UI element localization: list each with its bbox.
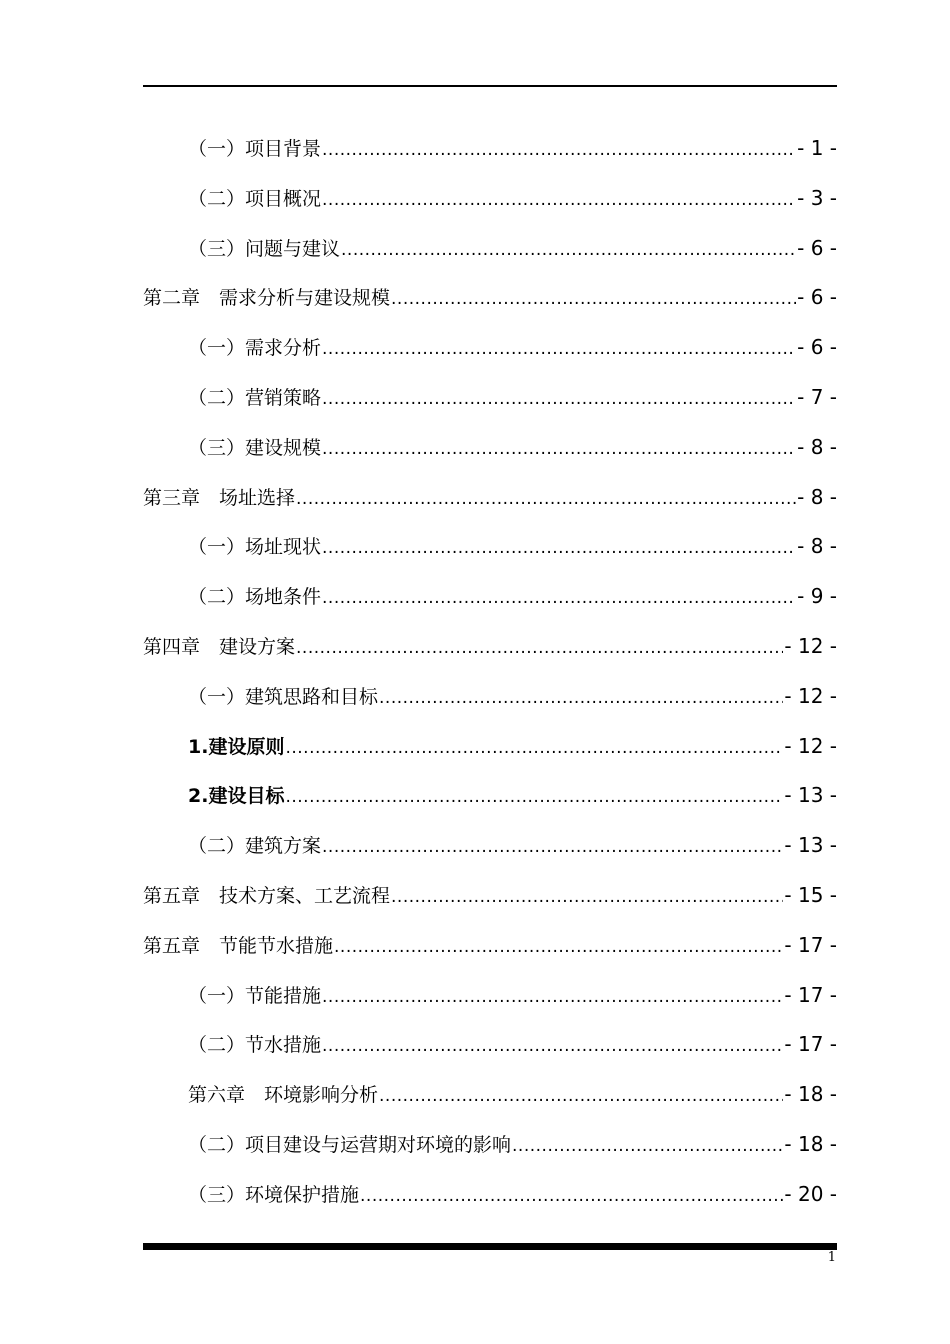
toc-entry[interactable] — [143, 1120, 837, 1170]
toc-entry-title: （三）问题与建议 — [188, 237, 341, 260]
toc-entry[interactable] — [143, 423, 837, 473]
toc-entry-title: （一）节能措施 — [188, 984, 322, 1007]
toc-entry-page: - 8 - — [797, 484, 837, 509]
toc-entry[interactable] — [143, 672, 837, 722]
toc-entry[interactable] — [143, 124, 837, 174]
toc-entry-title: （一）建筑思路和目标 — [188, 685, 379, 708]
header-rule — [143, 85, 837, 87]
toc-entry-title: （三）环境保护措施 — [188, 1183, 360, 1206]
toc-entry[interactable] — [143, 572, 837, 622]
toc-dot-leader — [391, 873, 783, 923]
toc-dot-leader — [322, 1022, 783, 1072]
toc-dot-leader — [391, 275, 796, 325]
toc-entry-title: 1.建设原则 — [188, 735, 285, 758]
toc-entry-page: - 6 - — [797, 235, 837, 260]
toc-entry-page: - 12 - — [784, 683, 837, 708]
toc-dot-leader — [285, 773, 783, 823]
toc-entry-subsection[interactable] — [143, 771, 837, 821]
toc-dot-leader — [322, 375, 796, 425]
toc-entry-title: （二）项目建设与运营期对环境的影响 — [188, 1133, 512, 1156]
toc-entry-page: - 3 - — [797, 185, 837, 210]
toc-entry[interactable] — [143, 1020, 837, 1070]
toc-dot-leader — [322, 524, 796, 574]
toc-entry-page: - 13 - — [784, 833, 837, 858]
toc-entry-chapter[interactable] — [143, 871, 837, 921]
toc-entry-chapter[interactable] — [143, 273, 837, 323]
toc-entry-page: - 8 - — [797, 534, 837, 559]
toc-entry-page: - 6 - — [797, 335, 837, 360]
toc-dot-leader — [360, 1172, 783, 1222]
toc-entry-page: - 17 - — [784, 1032, 837, 1057]
toc-dot-leader — [379, 674, 783, 724]
toc-entry-page: - 6 - — [797, 285, 837, 310]
toc-dot-leader — [322, 126, 796, 176]
toc-entry[interactable] — [143, 1170, 837, 1220]
toc-dot-leader — [512, 1122, 783, 1172]
toc-dot-leader — [296, 624, 783, 674]
toc-entry[interactable] — [143, 373, 837, 423]
toc-entry-page: - 12 - — [784, 733, 837, 758]
toc-entry-chapter[interactable] — [143, 921, 837, 971]
toc-entry[interactable] — [143, 174, 837, 224]
toc-entry-page: - 17 - — [784, 982, 837, 1007]
toc-entry-chapter[interactable] — [143, 622, 837, 672]
toc-entry-page: - 18 - — [784, 1082, 837, 1107]
toc-dot-leader — [341, 226, 796, 276]
toc-entry-title: （一）需求分析 — [188, 337, 322, 360]
table-of-contents — [143, 124, 837, 1220]
toc-entry-title: （一）项目背景 — [188, 138, 322, 160]
toc-entry-chapter[interactable] — [143, 1070, 837, 1120]
toc-entry-page: - 9 - — [797, 584, 837, 609]
toc-entry[interactable] — [143, 522, 837, 572]
toc-entry-title: （二）营销策略 — [188, 386, 322, 409]
toc-entry-page: - 18 - — [784, 1131, 837, 1156]
footer-rule — [143, 1243, 837, 1250]
toc-entry-page: - 17 - — [784, 932, 837, 957]
toc-entry-title: （二）建筑方案 — [188, 835, 322, 858]
page-number: 1 — [827, 1250, 836, 1265]
toc-dot-leader — [334, 923, 783, 973]
toc-entry-page: - 7 - — [797, 384, 837, 409]
toc-dot-leader — [322, 425, 796, 475]
toc-entry-title: 第四章 建设方案 — [143, 635, 296, 658]
toc-entry-page: - 13 - — [784, 783, 837, 808]
toc-dot-leader — [322, 574, 796, 624]
toc-dot-leader — [379, 1072, 783, 1122]
toc-entry-page: - 1 - — [797, 136, 837, 160]
toc-dot-leader — [322, 325, 796, 375]
toc-entry-title: （二）项目概况 — [188, 187, 322, 210]
toc-dot-leader — [322, 176, 796, 226]
toc-entry-title: （三）建设规模 — [188, 436, 322, 459]
toc-dot-leader — [285, 724, 783, 774]
toc-entry-page: - 8 - — [797, 434, 837, 459]
toc-entry-title: （一）场址现状 — [188, 536, 322, 559]
toc-entry[interactable] — [143, 323, 837, 373]
toc-entry-title: 第五章 技术方案、工艺流程 — [143, 884, 391, 907]
toc-entry-page: - 15 - — [784, 882, 837, 907]
toc-entry-title: 第六章 环境影响分析 — [188, 1084, 379, 1107]
toc-dot-leader — [322, 823, 783, 873]
toc-entry-title: 第五章 节能节水措施 — [143, 934, 334, 957]
toc-entry-title: 2.建设目标 — [188, 785, 285, 808]
toc-entry[interactable] — [143, 821, 837, 871]
toc-entry-chapter[interactable] — [143, 473, 837, 523]
toc-entry-title: （二）节水措施 — [188, 1034, 322, 1057]
toc-entry-subsection[interactable] — [143, 722, 837, 772]
toc-entry-page: - 20 - — [784, 1181, 837, 1206]
toc-entry-title: （二）场地条件 — [188, 586, 322, 609]
toc-entry[interactable] — [143, 971, 837, 1021]
toc-entry-title: 第二章 需求分析与建设规模 — [143, 287, 391, 310]
toc-entry[interactable] — [143, 224, 837, 274]
toc-entry-title: 第三章 场址选择 — [143, 486, 296, 509]
toc-entry-page: - 12 - — [784, 633, 837, 658]
toc-dot-leader — [296, 475, 796, 525]
toc-dot-leader — [322, 973, 783, 1023]
